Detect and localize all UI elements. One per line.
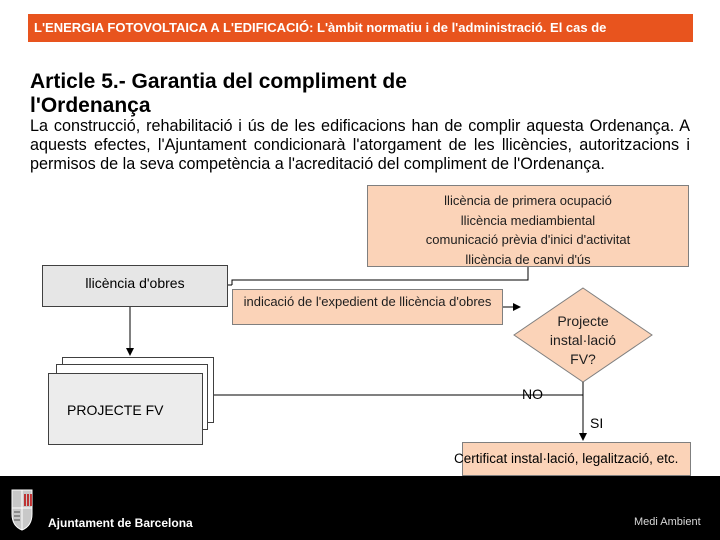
article-body: La construcció, rehabilitació i ús de les edificacions han de complir aquesta Ordenança. A aquests efectes, l'Ajuntament condicionarà l'atorgament de les llicències, autoritzacions i permisos de la seva competència a l'acreditació del compliment de l'Ordenança. bbox=[30, 117, 690, 173]
licence-item: llicència mediambiental bbox=[460, 212, 596, 228]
indicacio-box bbox=[232, 289, 503, 325]
si-label: SI bbox=[590, 415, 604, 431]
licences-box bbox=[367, 185, 689, 267]
decision-label: Projecte instal·lació FV? bbox=[549, 313, 617, 367]
no-label: NO bbox=[522, 386, 543, 402]
footer-department: Medi Ambient bbox=[634, 516, 701, 528]
ajuntament-shield-icon bbox=[10, 486, 34, 532]
certificat-label: Certificat instal·lació, legalització, etc. bbox=[454, 451, 679, 466]
footer-brand: Ajuntament de Barcelona bbox=[48, 516, 193, 530]
licence-item: comunicació prèvia d'inici d'activitat bbox=[425, 232, 631, 247]
llicencia-obres-box bbox=[42, 265, 228, 307]
projecte-fv-label: PROJECTE FV bbox=[67, 402, 164, 418]
header-text: L'ENERGIA FOTOVOLTAICA A L'EDIFICACIÓ: L'àmbit normatiu i de l'administració. El cas de bbox=[34, 20, 607, 35]
connector-licences-to-obres bbox=[232, 267, 528, 285]
licence-item: llicència de canvi d'ús bbox=[465, 251, 591, 267]
llicencia-obres-label: llicència d'obres bbox=[85, 275, 185, 291]
indicacio-label: indicació de l'expedient de llicència d'obres bbox=[243, 294, 492, 309]
footer-bar bbox=[0, 476, 720, 540]
article-title: Article 5.- Garantia del compliment de l'Ordenança bbox=[30, 70, 407, 117]
licence-item: llicència de primera ocupació bbox=[444, 193, 612, 208]
projecte-fv-box bbox=[48, 373, 203, 445]
